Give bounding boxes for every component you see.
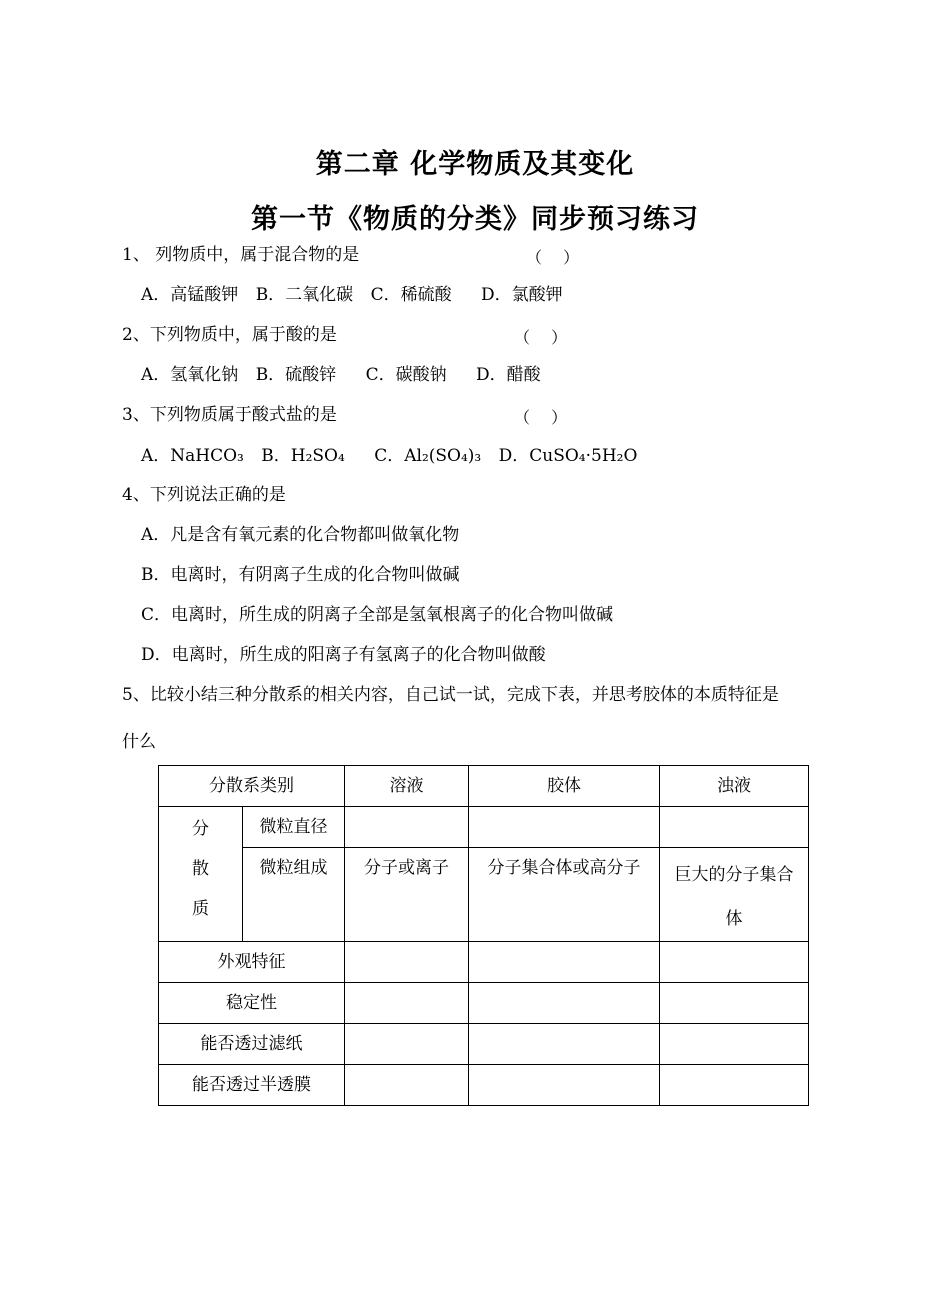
answer-cell[interactable]: [660, 1065, 809, 1106]
row-label-appearance: 外观特征: [159, 942, 345, 983]
answer-cell[interactable]: [345, 1065, 469, 1106]
question-3-option-a[interactable]: A．NaHCO₃: [141, 446, 244, 466]
question-4-option-a[interactable]: A．凡是含有氧元素的化合物都叫做氧化物: [141, 525, 460, 545]
answer-cell[interactable]: [660, 983, 809, 1024]
table-row-semipermeable-membrane: [159, 1065, 809, 1106]
answer-cell[interactable]: [469, 942, 660, 983]
header-cell-category: 分散系类别: [159, 766, 345, 807]
table-row-filter-paper: [159, 1024, 809, 1065]
chapter-title: 第二章 化学物质及其变化: [315, 149, 635, 180]
colloid-composition-cell: 分子集合体或高分子: [469, 848, 660, 942]
question-1-option-c[interactable]: C．稀硫酸: [370, 285, 452, 305]
table-row-appearance: [159, 942, 809, 983]
answer-cell[interactable]: [345, 983, 469, 1024]
question-5-stem-line1: 5、比较小结三种分散系的相关内容，自己试一试，完成下表，并思考胶体的本质特征是: [122, 685, 779, 705]
question-2-option-b[interactable]: B．硫酸锌: [255, 365, 337, 385]
header-cell-suspension: 浊液: [660, 766, 809, 807]
row-label-stability: 稳定性: [159, 983, 345, 1024]
question-1-option-b[interactable]: B．二氧化碳: [255, 285, 354, 305]
question-4-option-b[interactable]: B．电离时，有阴离子生成的化合物叫做碱: [141, 565, 460, 585]
question-2-answer-blank[interactable]: （ ）: [514, 328, 568, 347]
solution-composition-cell: 分子或离子: [345, 848, 469, 942]
dispersed-phase-label: 分 散 质: [159, 807, 243, 942]
header-cell-colloid: 胶体: [469, 766, 660, 807]
dispersion-system-table: [158, 765, 809, 1106]
question-1-options: [141, 285, 563, 305]
question-4-option-c[interactable]: C．电离时，所生成的阴离子全部是氢氧根离子的化合物叫做碱: [141, 605, 614, 625]
question-2-option-a[interactable]: A．氢氧化钠: [141, 365, 239, 385]
answer-cell[interactable]: [469, 983, 660, 1024]
question-2-option-c[interactable]: C．碳酸钠: [365, 365, 447, 385]
question-4-option-d[interactable]: D．电离时，所生成的阳离子有氢离子的化合物叫做酸: [141, 645, 546, 665]
table-row-stability: [159, 983, 809, 1024]
header-cell-solution: 溶液: [345, 766, 469, 807]
question-3-option-c[interactable]: C．Al₂(SO₄)₃: [374, 446, 482, 466]
answer-cell[interactable]: [345, 942, 469, 983]
suspension-composition-cell: 巨大的分子集合体: [660, 848, 809, 942]
answer-cell[interactable]: [469, 1024, 660, 1065]
question-5-stem-line2: 什么: [122, 732, 156, 752]
question-1-answer-blank[interactable]: （ ）: [526, 248, 580, 267]
question-2-stem: 2、下列物质中，属于酸的是: [122, 325, 337, 345]
answer-cell[interactable]: [345, 1024, 469, 1065]
answer-cell[interactable]: [345, 807, 469, 848]
question-1-option-d[interactable]: D．氯酸钾: [481, 285, 563, 305]
question-2-options: [141, 365, 541, 385]
particle-composition-label: 微粒组成: [243, 848, 345, 942]
question-1-stem: 1、 列物质中，属于混合物的是: [122, 245, 360, 265]
section-title: 第一节《物质的分类》同步预习练习: [251, 204, 699, 235]
question-3-stem: 3、下列物质属于酸式盐的是: [122, 405, 337, 425]
particle-diameter-label: 微粒直径: [243, 807, 345, 848]
answer-cell[interactable]: [660, 807, 809, 848]
question-2-option-d[interactable]: D．醋酸: [476, 365, 541, 385]
answer-cell[interactable]: [469, 1065, 660, 1106]
question-3-option-d[interactable]: D．CuSO₄·5H₂O: [498, 446, 638, 466]
question-1-option-a[interactable]: A．高锰酸钾: [141, 285, 239, 305]
table-header-row: [159, 766, 809, 807]
row-label-filter-paper: 能否透过滤纸: [159, 1024, 345, 1065]
question-4-stem: 4、下列说法正确的是: [122, 485, 286, 505]
row-label-semipermeable-membrane: 能否透过半透膜: [159, 1065, 345, 1106]
answer-cell[interactable]: [469, 807, 660, 848]
table-row-particle-composition: [159, 848, 809, 942]
table-row-particle-diameter: [159, 807, 809, 848]
answer-cell[interactable]: [660, 1024, 809, 1065]
answer-cell[interactable]: [660, 942, 809, 983]
question-3-answer-blank[interactable]: （ ）: [514, 408, 568, 427]
question-3-options: [141, 446, 637, 466]
question-3-option-b[interactable]: B．H₂SO₄: [261, 446, 345, 466]
